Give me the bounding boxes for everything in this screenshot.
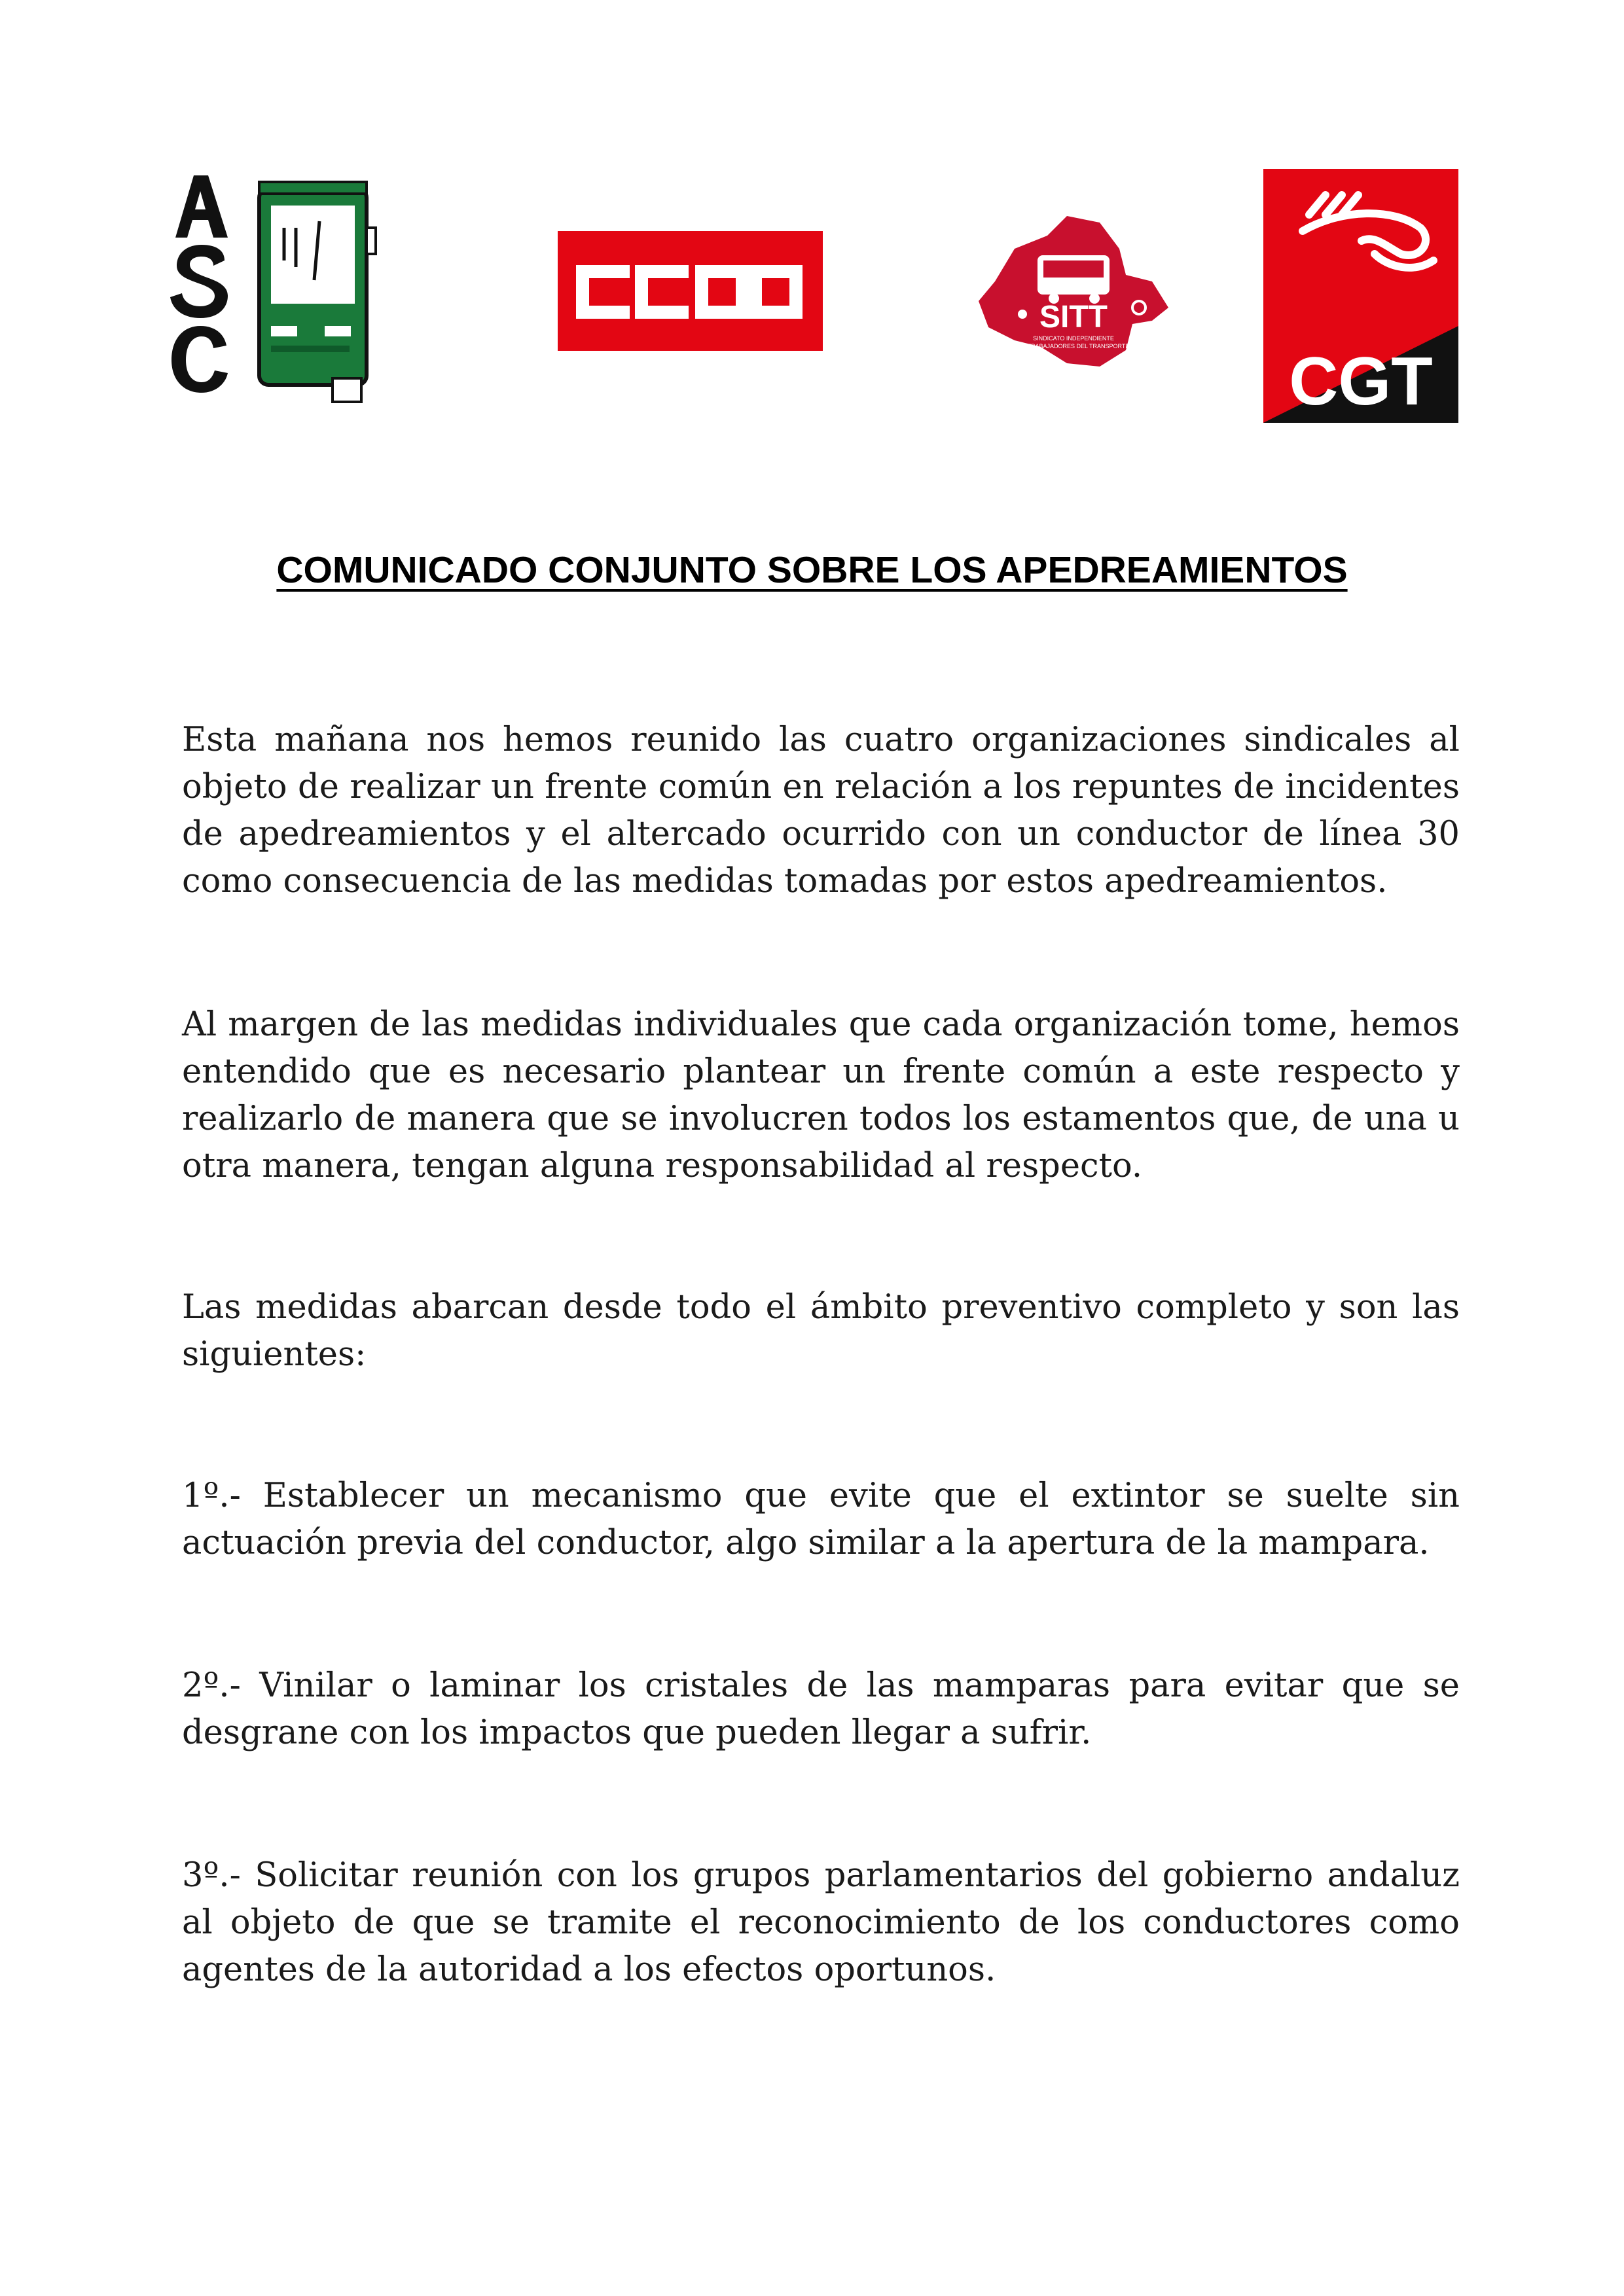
svg-text:SITT: SITT [1039,300,1108,334]
paragraph-intro: Esta mañana nos hemos reunido las cuatro organizaciones sindicales al objeto de realizar un frente común en relación a los repuntes de incidentes de apedreamientos y el altercado ocurrido con un conductor de línea 30 como consecuencia de las medidas tomadas por estos apedreamientos. [182,721,1460,901]
svg-text:DE TRABAJADORES DEL TRANSPORTE: DE TRABAJADORES DEL TRANSPORTE [1017,343,1130,350]
document-title: COMUNICADO CONJUNTO SOBRE LOS APEDREAMIENTOS [276,549,1348,591]
svg-text:SINDICATO INDEPENDIENTE: SINDICATO INDEPENDIENTE [1033,335,1114,342]
svg-text:CGT: CGT [1289,344,1433,420]
ccoo-logo-icon [558,231,823,351]
sitt-logo [975,209,1172,373]
paragraph-common-front: Al margen de las medidas individuales que cada organización tome, hemos entendido que es necesario plantear un frente común a este respecto y realizarlo de manera que se involucren todos los estamentos que, de una u otra manera, tengan alguna responsabilidad al respecto. [182,1005,1460,1185]
ase-logo [162,169,385,404]
sitt-map-icon [975,209,1172,373]
measure-item-2: 2º.- Vinilar o laminar los cristales de las mamparas para evitar que se desgrane con los impactos que pueden llegar a sufrir. [182,1666,1460,1752]
measure-item-1: 1º.- Establecer un mecanismo que evite que el extintor se suelte sin actuación previa del conductor, algo similar a la apertura de la mampara. [182,1477,1460,1562]
cgt-logo [1263,169,1458,423]
paragraph-measures-intro: Las medidas abarcan desde todo el ámbito preventivo completo y son las siguientes: [182,1288,1460,1374]
ase-bus-icon [162,169,385,404]
measure-item-3: 3º.- Solicitar reunión con los grupos parlamentarios del gobierno andaluz al objeto de que se tramite el reconocimiento de los conductores como agentes de la autoridad a los efectos oportunos. [182,1856,1460,1989]
ccoo-logo [558,231,823,351]
cgt-logo-icon [1263,169,1458,423]
